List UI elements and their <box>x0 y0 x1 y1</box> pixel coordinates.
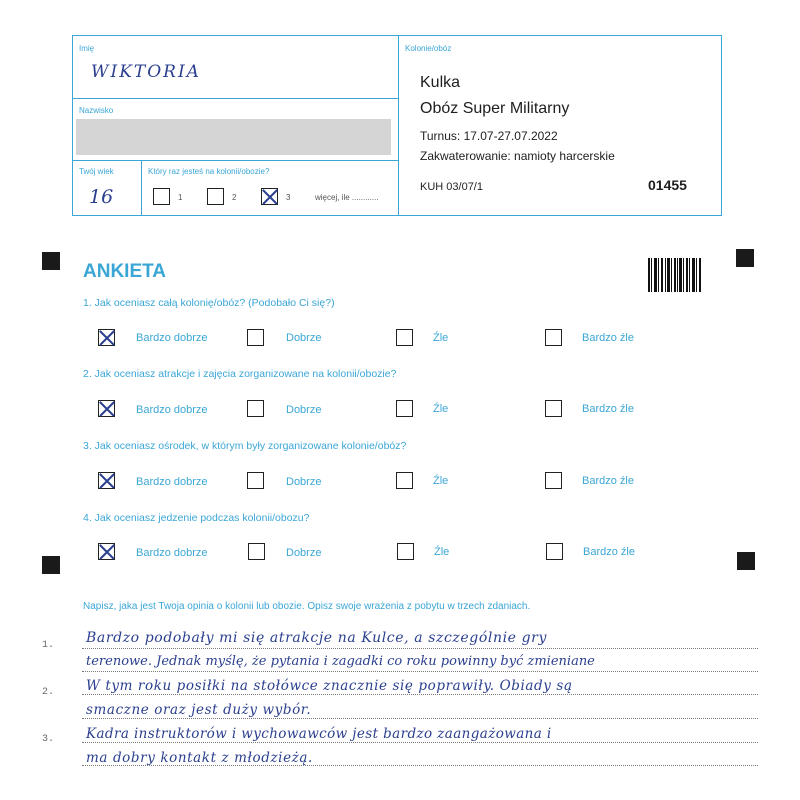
form-number: 01455 <box>648 177 687 193</box>
zakwaterowanie: Zakwaterowanie: namioty harcerskie <box>420 149 615 163</box>
nazwisko-redacted-field[interactable] <box>76 119 391 155</box>
writing-line <box>82 742 758 743</box>
wiek-value[interactable]: 16 <box>89 186 114 208</box>
question-1-text: 1. Jak oceniasz całą kolonię/obóz? (Podobało Ci się?) <box>83 297 335 309</box>
ktory-raz-label: Który raz jesteś na kolonii/obozie? <box>148 167 270 176</box>
registration-marker-bottom-right <box>737 552 755 570</box>
q3-bardzo-dobrze-checkbox[interactable] <box>98 472 115 489</box>
q2-bardzo-zle-label: Bardzo źle <box>582 403 634 415</box>
visit-option-2-checkbox[interactable] <box>207 188 224 205</box>
opinion-line-number-3: 3. <box>42 734 55 745</box>
nazwisko-label: Nazwisko <box>79 106 114 115</box>
opinion-line-number-2: 2. <box>42 687 55 698</box>
question-4-text: 4. Jak oceniasz jedzenie podczas kolonii/obozu? <box>83 512 310 524</box>
q1-bardzo-zle-checkbox[interactable] <box>545 329 562 346</box>
q1-dobrze-checkbox[interactable] <box>247 329 264 346</box>
q4-bardzo-dobrze-checkbox[interactable] <box>98 543 115 560</box>
q1-bardzo-zle-label: Bardzo źle <box>582 332 634 344</box>
q4-zle-checkbox[interactable] <box>397 543 414 560</box>
q1-zle-label: Źle <box>433 332 449 344</box>
imie-value[interactable]: WIKTORIA <box>91 62 201 82</box>
q4-bardzo-dobrze-label: Bardzo dobrze <box>136 547 208 559</box>
visit-option-1-label: 1 <box>178 193 183 202</box>
kolonie-label: Kolonie/obóz <box>405 44 452 53</box>
q3-bardzo-zle-label: Bardzo źle <box>582 475 634 487</box>
question-3-text: 3. Jak oceniasz ośrodek, w którym były zorganizowane kolonie/obóz? <box>83 440 407 452</box>
q1-dobrze-label: Dobrze <box>286 332 322 344</box>
q2-zle-label: Źle <box>433 403 449 415</box>
q3-bardzo-dobrze-label: Bardzo dobrze <box>136 476 208 488</box>
q2-dobrze-label: Dobrze <box>286 404 322 416</box>
opinion-line-number-1: 1. <box>42 640 55 651</box>
q2-bardzo-zle-checkbox[interactable] <box>545 400 562 417</box>
visit-option-3-checkbox[interactable] <box>261 188 278 205</box>
q1-zle-checkbox[interactable] <box>396 329 413 346</box>
q4-dobrze-label: Dobrze <box>286 547 322 559</box>
registration-marker-top-right <box>736 249 754 267</box>
q3-dobrze-checkbox[interactable] <box>247 472 264 489</box>
q4-bardzo-zle-checkbox[interactable] <box>546 543 563 560</box>
visit-option-2-label: 2 <box>232 193 237 202</box>
writing-line <box>82 718 758 719</box>
camp-type: Obóz Super Militarny <box>420 100 570 117</box>
imie-label: Imię <box>79 44 95 53</box>
q3-zle-label: Źle <box>433 475 449 487</box>
q4-zle-label: Źle <box>434 546 450 558</box>
opinion-prompt: Napisz, jaka jest Twoja opinia o kolonii lub obozie. Opisz swoje wrażenia z pobytu w trzech zdaniach. <box>83 601 531 612</box>
q1-bardzo-dobrze-label: Bardzo dobrze <box>136 332 208 344</box>
q4-dobrze-checkbox[interactable] <box>248 543 265 560</box>
opinion-line-1[interactable]: Bardzo podobały mi się atrakcje na Kulce, a szczególnie gry <box>86 630 547 646</box>
question-2-text: 2. Jak oceniasz atrakcje i zajęcia zorganizowane na kolonii/obozie? <box>83 368 397 380</box>
opinion-line-6[interactable]: ma dobry kontakt z młodzieżą. <box>86 750 313 766</box>
writing-line <box>82 648 758 649</box>
writing-line <box>82 671 758 672</box>
q2-dobrze-checkbox[interactable] <box>247 400 264 417</box>
opinion-line-3[interactable]: W tym roku posiłki na stołówce znacznie się poprawiły. Obiady są <box>86 678 573 694</box>
camp-code: KUH 03/07/1 <box>420 181 483 193</box>
turnus: Turnus: 17.07-27.07.2022 <box>420 129 558 143</box>
q3-zle-checkbox[interactable] <box>396 472 413 489</box>
registration-marker-bottom-left <box>42 556 60 574</box>
opinion-line-4[interactable]: smaczne oraz jest duży wybór. <box>86 702 312 718</box>
q2-zle-checkbox[interactable] <box>396 400 413 417</box>
wiecej-label: więcej, ile ............ <box>315 193 379 202</box>
visit-option-3-label: 3 <box>286 193 291 202</box>
opinion-line-2[interactable]: terenowe. Jednak myślę, że pytania i zagadki co roku powinny być zmieniane <box>86 654 595 669</box>
wiek-label: Twój wiek <box>79 167 114 176</box>
barcode <box>648 258 702 292</box>
writing-line <box>82 694 758 695</box>
q2-bardzo-dobrze-checkbox[interactable] <box>98 400 115 417</box>
q1-bardzo-dobrze-checkbox[interactable] <box>98 329 115 346</box>
visit-option-1-checkbox[interactable] <box>153 188 170 205</box>
survey-title: ANKIETA <box>83 261 167 282</box>
registration-marker-top-left <box>42 252 60 270</box>
q4-bardzo-zle-label: Bardzo źle <box>583 546 635 558</box>
header-form <box>72 35 722 216</box>
opinion-line-5[interactable]: Kadra instruktorów i wychowawców jest bardzo zaangażowana i <box>86 726 552 742</box>
q3-dobrze-label: Dobrze <box>286 476 322 488</box>
q3-bardzo-zle-checkbox[interactable] <box>545 472 562 489</box>
camp-name: Kulka <box>420 74 461 91</box>
q2-bardzo-dobrze-label: Bardzo dobrze <box>136 404 208 416</box>
